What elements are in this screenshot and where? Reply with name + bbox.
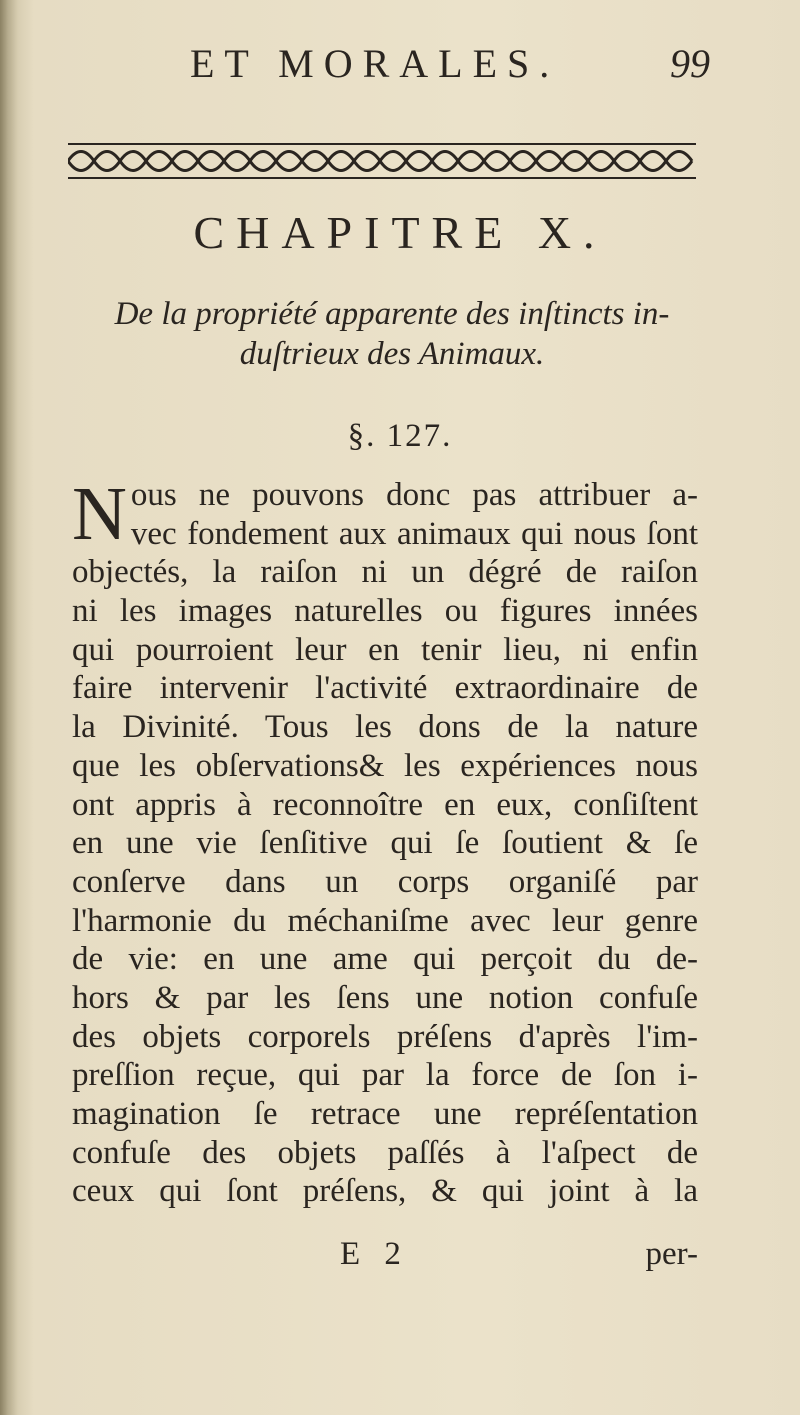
page-footer: [72, 1236, 698, 1280]
section-number: §. 127.: [347, 418, 453, 454]
decorative-border-ornament: [68, 138, 696, 184]
page-header: [70, 40, 710, 100]
text-line: objectés, la raiſon ni un dégré de raiſon: [72, 554, 698, 591]
text-line: des objets corporels préſens d'après l'im-: [72, 1018, 698, 1055]
signature-mark: E 2: [340, 1236, 409, 1272]
text-line: ous ne pouvons donc pas attribuer a-: [130, 477, 698, 513]
text-line: qui pourroient leur en tenir lieu, ni enfin: [72, 631, 698, 668]
text-line: que les obſervations& les expériences nous: [72, 747, 698, 784]
text-line: conſerve dans un corps organiſé par: [72, 863, 698, 900]
text-line: preſſion reçue, qui par la force de ſon i-: [72, 1057, 698, 1094]
text-line: ont appris à reconnoître en eux, conſiſtent: [72, 786, 698, 823]
text-line: l'harmonie du méchaniſme avec leur genre: [72, 902, 698, 939]
text-line: de vie: en une ame qui perçoit du de-: [72, 941, 698, 978]
text-line: en une vie ſenſitive qui ſe ſoutient & ſe: [72, 825, 698, 862]
body-text: [72, 472, 698, 1211]
text-line: ceux qui ſont préſens, & qui joint à la: [72, 1173, 698, 1210]
text-line: faire intervenir l'activité extraordinaire de: [72, 670, 698, 707]
running-head: ET MORALES.: [190, 41, 560, 86]
text-line: vec fondement aux animaux qui nous ſont: [130, 515, 698, 552]
catchword: per-: [645, 1236, 698, 1272]
text-line: ni les images naturelles ou figures innées: [72, 593, 698, 630]
chapter-title: CHAPITRE X.: [193, 207, 607, 258]
subtitle-line: De la propriété apparente des inſtincts in-: [114, 296, 670, 332]
chapter-subtitle: [72, 294, 712, 374]
subtitle-line: duſtrieux des Animaux.: [239, 336, 545, 372]
text-line: la Divinité. Tous les dons de la nature: [72, 709, 698, 746]
text-line: confuſe des objets paſſés à l'aſpect de: [72, 1134, 698, 1171]
drop-cap: N: [72, 472, 127, 556]
text-line: magination ſe retrace une repréſentation: [72, 1096, 698, 1132]
page-number: 99: [670, 41, 710, 86]
text-line: hors & par les ſens une notion confuſe: [72, 979, 698, 1016]
